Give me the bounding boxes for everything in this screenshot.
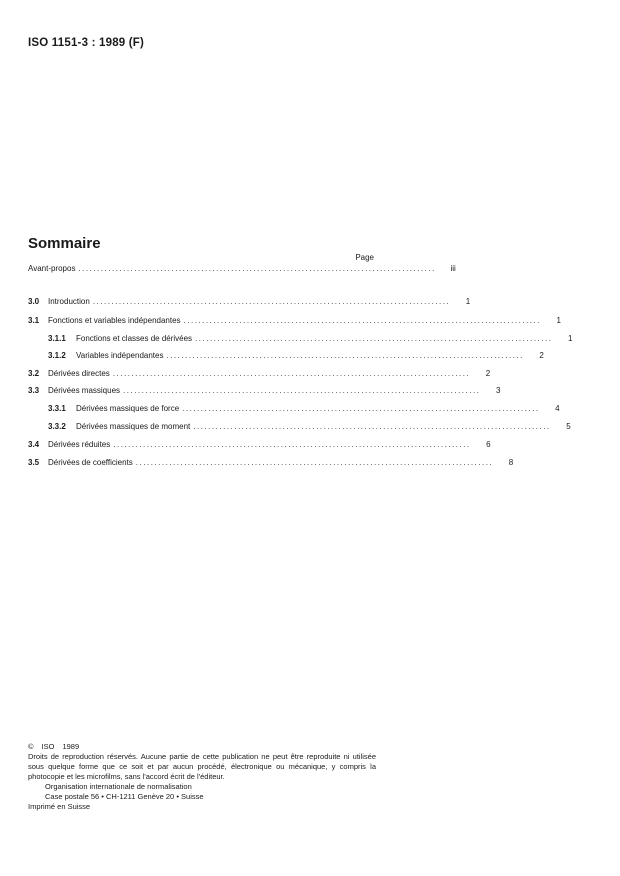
toc-entry-3-3-1[interactable] <box>28 404 560 415</box>
dot-leader: ................................................................................................ <box>112 369 471 378</box>
toc-entry-label: Avant-propos <box>28 264 76 273</box>
toc-entry-page: 3 <box>495 386 501 395</box>
dot-leader: ................................................................................................ <box>183 316 541 325</box>
copyright-org: ISO <box>41 742 55 751</box>
toc-entry-3-0[interactable] <box>28 297 471 308</box>
toc-entry-3-1-1[interactable] <box>28 334 573 345</box>
dot-leader: ................................................................................................ <box>78 264 436 273</box>
toc-entry-page: 5 <box>566 422 571 431</box>
toc-entry-number: 3.1 <box>28 316 40 325</box>
toc-entry-label: Dérivées de coefficients <box>48 458 133 467</box>
toc-entry-number: 3.3 <box>28 386 40 395</box>
dot-leader: ................................................................................................ <box>195 334 553 343</box>
toc-entry-page: iii <box>450 264 456 273</box>
dot-leader: ................................................................................................ <box>92 297 451 306</box>
toc-entry-number: 3.1.2 <box>48 351 66 360</box>
toc-entry-3-2[interactable] <box>28 369 491 380</box>
document-header: ISO 1151-3 : 1989 (F) <box>28 37 145 49</box>
toc-entry-number: 3.5 <box>28 458 40 467</box>
page-column-label: Page <box>355 253 374 262</box>
toc-entry-number: 3.3.2 <box>48 422 66 431</box>
copyright-symbol: © <box>28 742 34 751</box>
toc-entry-label: Variables indépendantes <box>76 351 164 360</box>
dot-leader: ................................................................................................ <box>123 386 481 395</box>
toc-entry-3-1[interactable] <box>28 316 561 327</box>
organisation-name: Organisation internationale de normalisation <box>45 782 192 791</box>
toc-entry-label: Dérivées massiques de moment <box>76 422 191 431</box>
toc-entry-label: Dérivées réduites <box>48 440 111 449</box>
copyright-notice <box>28 742 376 812</box>
toc-entry-3-3[interactable] <box>28 386 501 397</box>
toc-entry-page: 1 <box>556 316 561 325</box>
toc-entry-label: Dérivées directes <box>48 369 110 378</box>
toc-entry-page: 1 <box>465 297 471 306</box>
toc-entry-number: 3.3.1 <box>48 404 66 413</box>
contents-title: Sommaire <box>28 235 101 252</box>
toc-entry-label: Dérivées massiques <box>48 386 121 395</box>
printed-in: Imprimé en Suisse <box>28 802 91 811</box>
copyright-line <box>28 742 376 752</box>
toc-entry-avant-propos[interactable] <box>28 264 456 275</box>
toc-entry-3-3-2[interactable] <box>28 422 571 433</box>
toc-entry-page: 2 <box>539 351 544 360</box>
toc-entry-label: Fonctions et variables indépendantes <box>48 316 181 325</box>
toc-entry-3-4[interactable] <box>28 440 491 451</box>
toc-entry-page: 8 <box>508 458 514 467</box>
dot-leader: ................................................................................................ <box>182 404 540 413</box>
toc-entry-3-5[interactable] <box>28 458 514 469</box>
toc-entry-page: 6 <box>486 440 491 449</box>
dot-leader: ................................................................................................ <box>166 351 524 360</box>
toc-entry-number: 3.0 <box>28 297 40 306</box>
toc-entry-number: 3.1.1 <box>48 334 66 343</box>
toc-entry-page: 1 <box>567 334 573 343</box>
toc-entry-number: 3.2 <box>28 369 40 378</box>
toc-entry-label: Dérivées massiques de force <box>76 404 180 413</box>
dot-leader: ................................................................................................ <box>193 422 551 431</box>
postal-address: Case postale 56 • CH-1211 Genève 20 • Suisse <box>45 792 204 801</box>
toc-entry-3-1-2[interactable] <box>28 351 544 362</box>
dot-leader: ................................................................................................ <box>113 440 471 449</box>
copyright-year: 1989 <box>62 742 80 751</box>
toc-entry-page: 4 <box>555 404 560 413</box>
rights-statement: Droits de reproduction réservés. Aucune partie de cette publication ne peut être reproduite ni utilisée sous quelque forme que ce soit et par aucun procédé, électronique ou mécanique, y compris la photocopie et les microfilms, sans l'accord écrit de l'éditeur. <box>28 752 376 781</box>
dot-leader: ................................................................................................ <box>135 458 494 467</box>
toc-entry-page: 2 <box>485 369 491 378</box>
toc-entry-label: Introduction <box>48 297 90 306</box>
toc-entry-label: Fonctions et classes de dérivées <box>76 334 193 343</box>
toc-entry-number: 3.4 <box>28 440 40 449</box>
